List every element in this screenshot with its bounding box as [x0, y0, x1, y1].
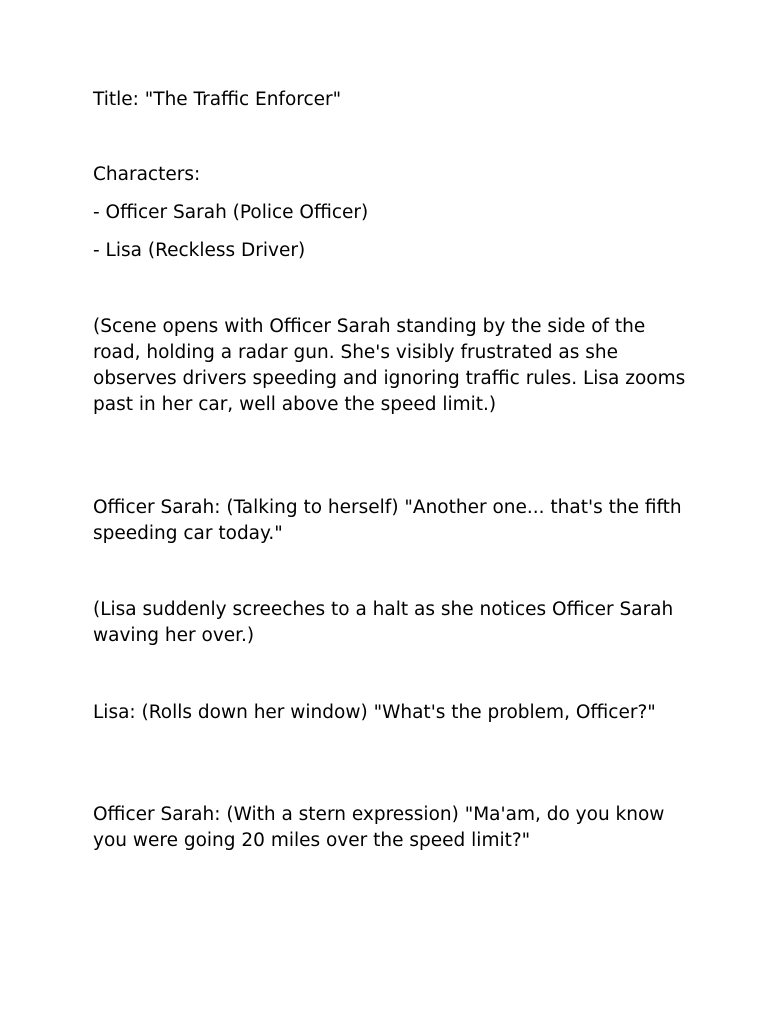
- scene-direction: (Lisa suddenly screeches to a halt as she notices Officer Sarah waving her over.): [93, 599, 680, 646]
- dialogue-line: Officer Sarah: (Talking to herself) "Another one... that's the fifth speeding car today.": [93, 497, 688, 544]
- dialogue-line: Lisa: (Rolls down her window) "What's the problem, Officer?": [93, 702, 656, 723]
- characters-heading: Characters:: [93, 164, 201, 185]
- dialogue-line: Officer Sarah: (With a stern expression) "Ma'am, do you know you were going 20 miles over the speed limit?": [93, 804, 671, 851]
- scene-direction: (Scene opens with Officer Sarah standing by the side of the road, holding a radar gun. She's visibly frustrated as she observes drivers speeding and ignoring traffic rules. Lisa zooms past in her car, well above the speed limit.): [93, 316, 692, 415]
- character-item: - Officer Sarah (Police Officer): [93, 202, 369, 223]
- character-item: - Lisa (Reckless Driver): [93, 240, 306, 261]
- script-title: Title: "The Traffic Enforcer": [93, 89, 342, 110]
